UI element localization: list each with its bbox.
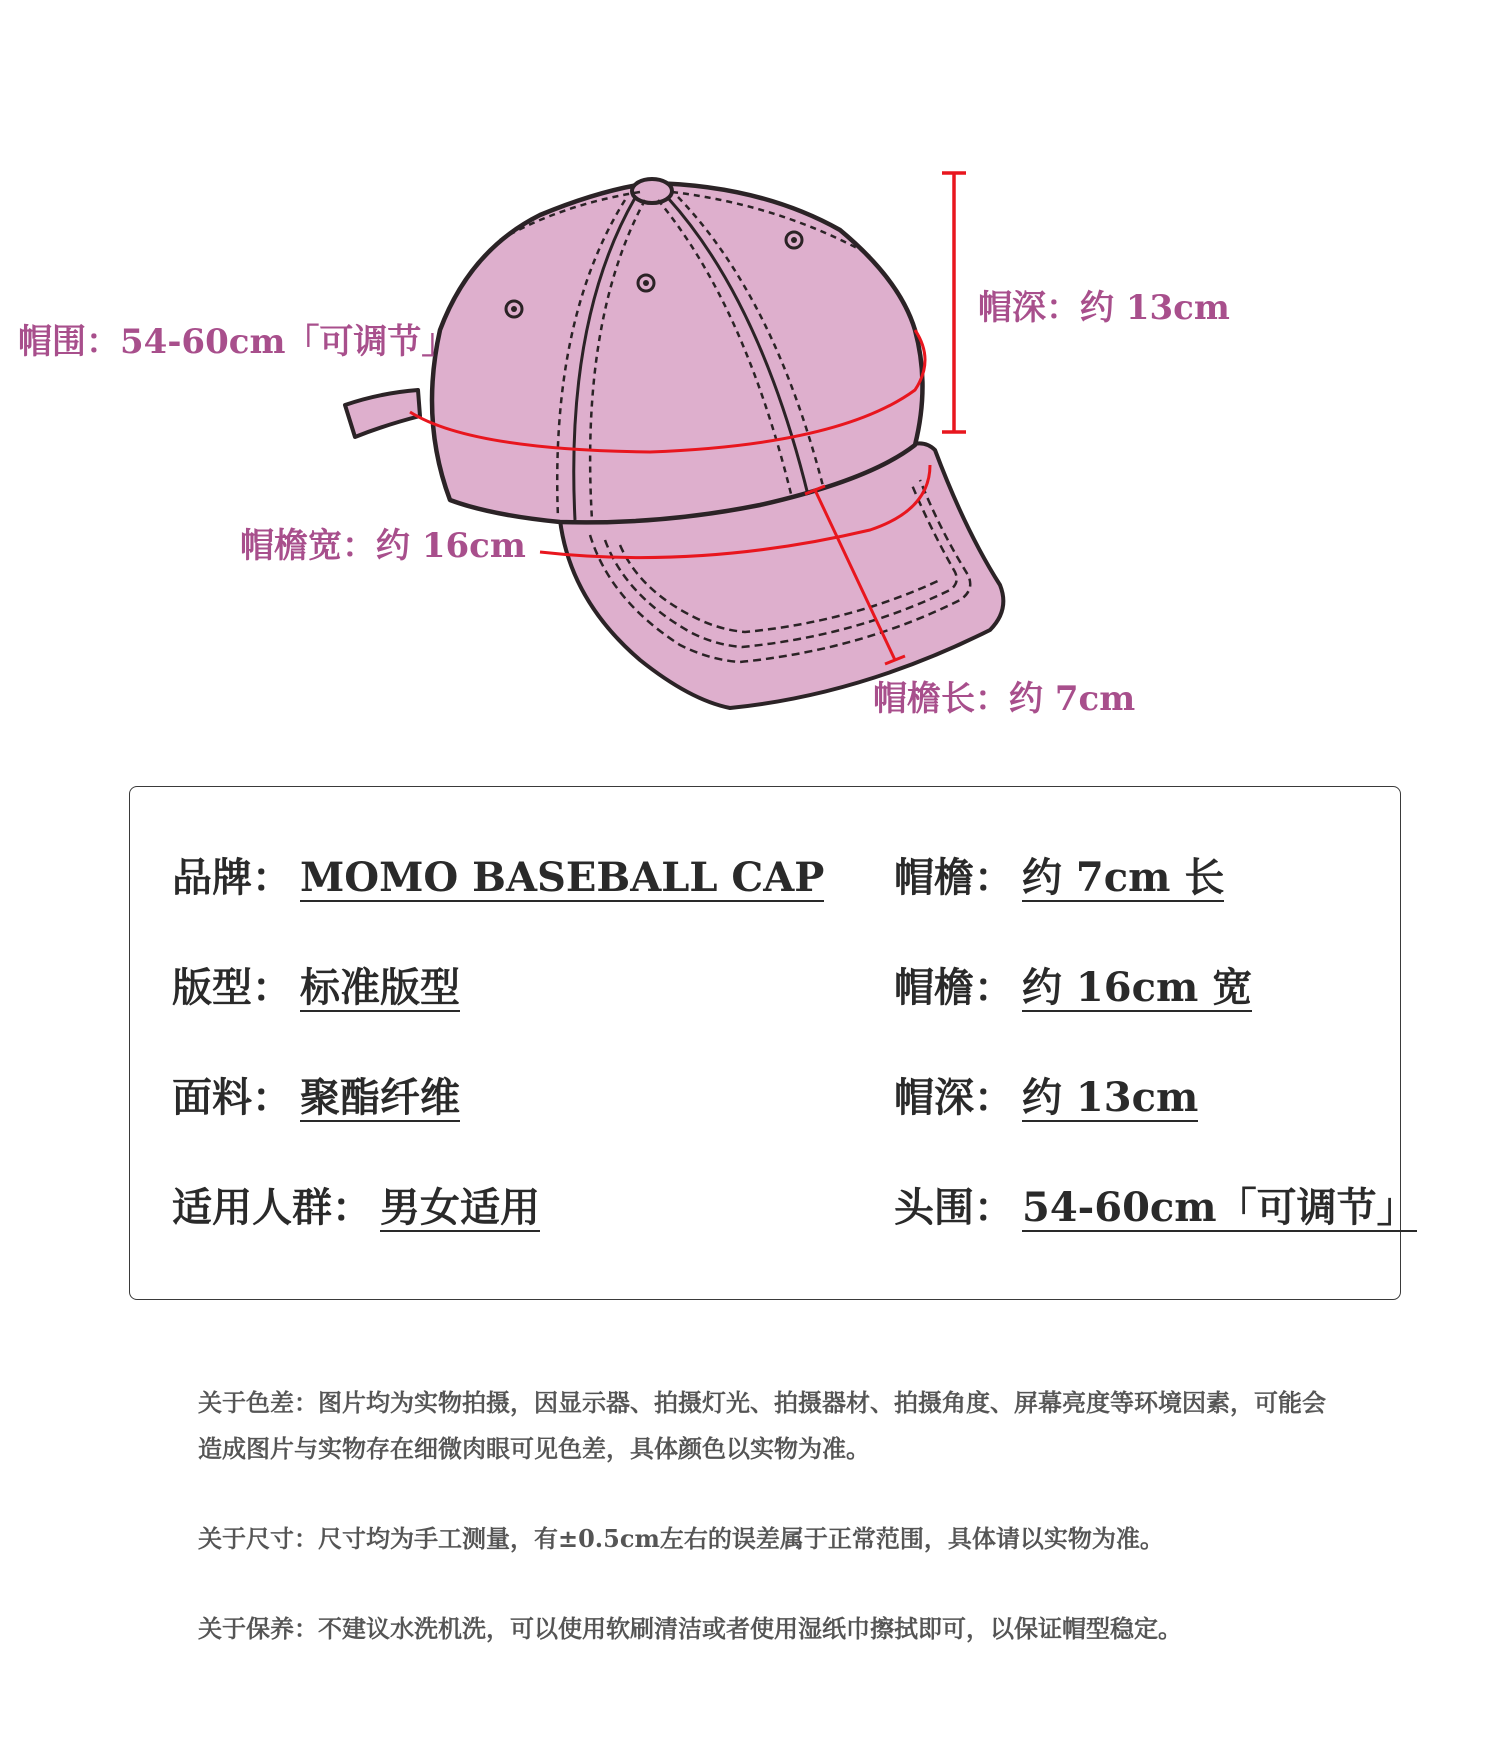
spec-key: 帽深：	[894, 1074, 1014, 1121]
spec-brim-length	[894, 854, 1225, 902]
circumference-label: 帽围：54-60cm「可调节」	[18, 322, 456, 362]
spec-value: 约 16cm 宽	[1022, 964, 1253, 1011]
spec-key: 版型：	[172, 964, 292, 1011]
spec-value: 男女适用	[380, 1184, 540, 1231]
spec-value: 标准版型	[300, 964, 460, 1011]
spec-material	[172, 1074, 460, 1122]
cap-illustration	[0, 0, 1500, 740]
brim-width-label: 帽檐宽：约 16cm	[240, 526, 526, 566]
spec-head-size	[894, 1184, 1417, 1232]
spec-key: 头围：	[894, 1184, 1014, 1231]
note-size: 关于尺寸：尺寸均为手工测量，有±0.5cm左右的误差属于正常范围，具体请以实物为准。	[198, 1524, 1164, 1553]
spec-key: 适用人群：	[172, 1184, 372, 1231]
note-care: 关于保养：不建议水洗机洗，可以使用软刷清洁或者使用湿纸巾擦拭即可，以保证帽型稳定。	[198, 1614, 1182, 1643]
notes	[198, 1380, 1348, 1652]
brim-length-label: 帽檐长：约 7cm	[873, 679, 1136, 719]
spec-value: 54-60cm「可调节」	[1022, 1184, 1417, 1231]
spec-depth	[894, 1074, 1199, 1122]
spec-brand	[172, 854, 825, 902]
spec-key: 品牌：	[172, 854, 292, 901]
spec-key: 面料：	[172, 1074, 292, 1121]
cap-button	[632, 179, 672, 203]
spec-fit	[172, 964, 460, 1012]
cap-crown	[432, 183, 923, 522]
spec-audience	[172, 1184, 540, 1232]
depth-label: 帽深：约 13cm	[978, 288, 1230, 328]
spec-key: 帽檐：	[894, 964, 1014, 1011]
cap-strap	[345, 390, 420, 437]
spec-value: MOMO BASEBALL CAP	[300, 854, 825, 901]
spec-value: 约 7cm 长	[1022, 854, 1225, 901]
spec-brim-width	[894, 964, 1253, 1012]
cap-diagram	[0, 0, 1500, 740]
spec-value: 约 13cm	[1022, 1074, 1199, 1121]
spec-value: 聚酯纤维	[300, 1074, 460, 1121]
note-color: 关于色差：图片均为实物拍摄，因显示器、拍摄灯光、拍摄器材、拍摄角度、屏幕亮度等环境因素，可能会造成图片与实物存在细微肉眼可见色差，具体颜色以实物为准。	[198, 1388, 1326, 1463]
spec-key: 帽檐：	[894, 854, 1014, 901]
